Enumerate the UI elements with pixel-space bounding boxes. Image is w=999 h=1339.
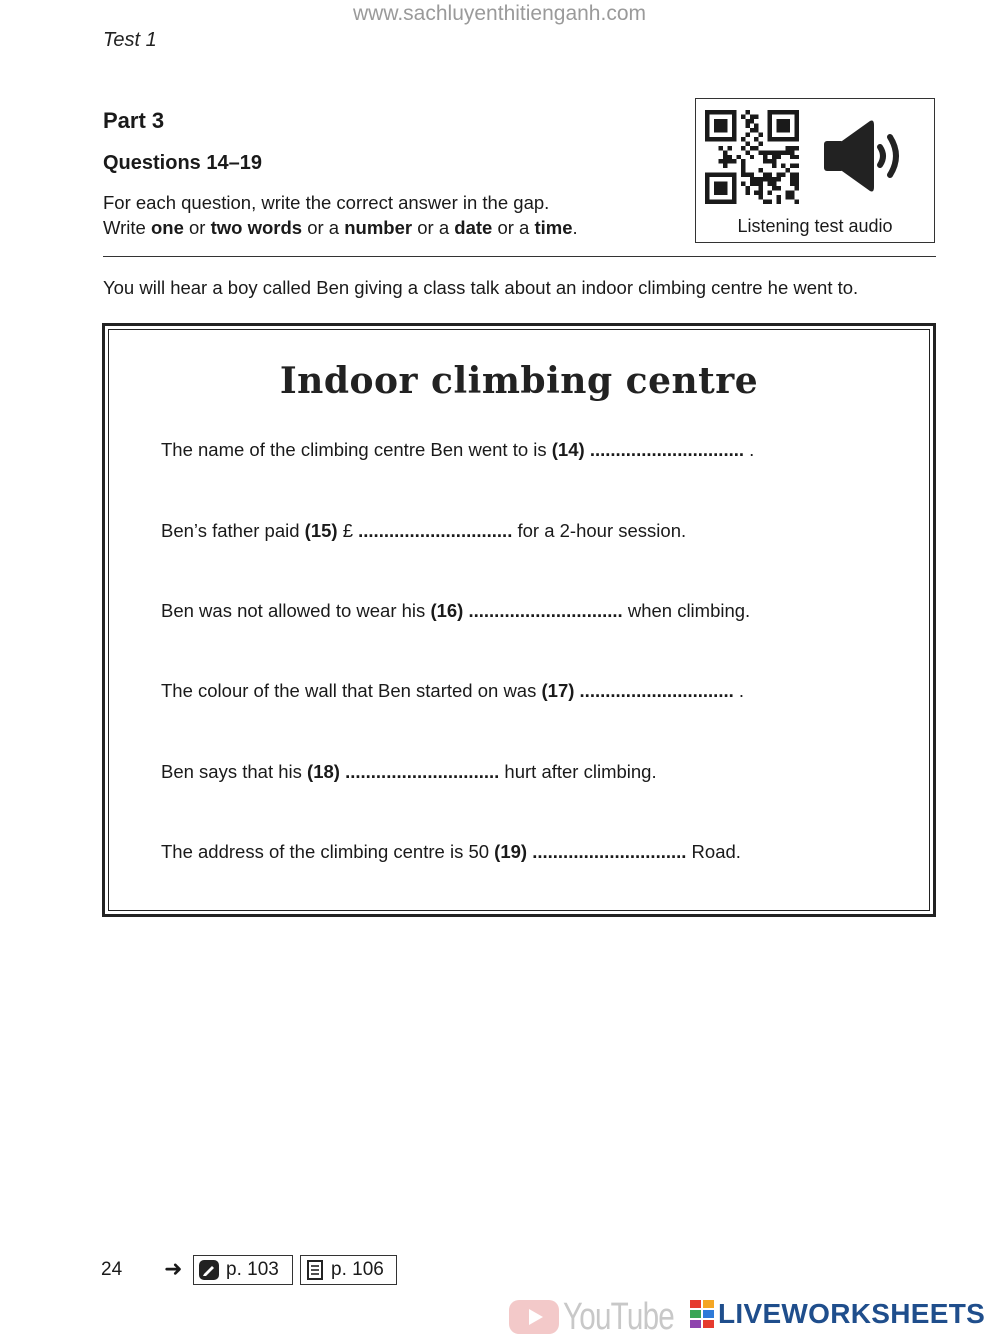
question-17 xyxy=(161,680,744,702)
question-text: Ben says that his xyxy=(161,761,308,782)
question-text-after: for a 2-hour session. xyxy=(512,520,687,541)
liveworksheets-logo[interactable] xyxy=(690,1298,985,1330)
instruction-line-2 xyxy=(103,217,578,239)
script-page-ref[interactable] xyxy=(300,1255,397,1285)
question-number: (14) xyxy=(551,439,585,460)
question-number: (19) xyxy=(494,841,528,862)
question-text: Ben was not allowed to wear his xyxy=(161,600,431,621)
liveworksheets-wordmark: LIVEWORKSHEETS xyxy=(718,1298,986,1329)
answer-gap-15[interactable]: .............................. xyxy=(358,520,513,541)
arrow-right-icon: ➜ xyxy=(164,1256,183,1281)
question-text-after: when climbing. xyxy=(622,600,751,621)
question-text-after: hurt after climbing. xyxy=(499,761,657,782)
question-number: (16) xyxy=(430,600,464,621)
question-number: (17) xyxy=(541,680,575,701)
speaker-icon[interactable] xyxy=(824,117,908,195)
question-text: The name of the climbing centre Ben went to is xyxy=(161,439,552,460)
answer-gap-17[interactable]: .............................. xyxy=(579,680,734,701)
question-text: The colour of the wall that Ben started on was xyxy=(161,680,542,701)
youtube-wordmark: YouTube xyxy=(563,1295,675,1338)
question-14 xyxy=(161,439,754,461)
question-text-after: . xyxy=(744,439,755,460)
youtube-play-icon xyxy=(509,1298,559,1336)
instr-bold: number xyxy=(344,217,413,238)
answer-gap-14[interactable]: .............................. xyxy=(589,439,745,460)
instruction-line-1: For each question, write the correct answer in the gap. xyxy=(103,192,550,213)
script-page-label: p. 106 xyxy=(331,1259,384,1280)
liveworksheets-squares-icon xyxy=(690,1299,714,1329)
instr-text: or a xyxy=(492,217,535,238)
instr-bold: two words xyxy=(210,217,303,238)
youtube-logo[interactable] xyxy=(509,1296,705,1338)
answer-key-icon xyxy=(198,1259,220,1281)
page-number: 24 xyxy=(101,1259,123,1280)
instr-bold: time xyxy=(534,217,573,238)
site-watermark: www.sachluyenthitienganh.com xyxy=(353,2,646,25)
instr-text: or a xyxy=(302,217,345,238)
audio-caption: Listening test audio xyxy=(737,216,893,236)
question-number: (15) xyxy=(304,520,338,541)
listening-audio-box[interactable] xyxy=(695,98,935,243)
notes-title: Indoor climbing centre xyxy=(279,360,759,402)
answers-page-ref[interactable] xyxy=(193,1255,293,1285)
instr-text: . xyxy=(572,217,578,238)
instr-bold: one xyxy=(150,217,184,238)
test-label: Test 1 xyxy=(103,29,157,51)
question-15 xyxy=(161,520,686,542)
part-title: Part 3 xyxy=(103,108,165,133)
question-18 xyxy=(161,761,657,783)
answers-page-label: p. 103 xyxy=(226,1259,279,1280)
answer-gap-18[interactable]: .............................. xyxy=(345,761,500,782)
question-text-after: . xyxy=(733,680,745,701)
question-19 xyxy=(161,841,741,863)
instr-text: or a xyxy=(412,217,455,238)
instr-text: or xyxy=(183,217,211,238)
question-text: Ben’s father paid xyxy=(161,520,305,541)
currency-prefix: £ xyxy=(337,520,359,541)
question-16 xyxy=(161,600,750,622)
question-number: (18) xyxy=(307,761,340,782)
instr-bold: date xyxy=(454,217,493,238)
instr-text: Write xyxy=(103,217,151,238)
section-divider xyxy=(103,256,936,257)
task-intro: You will hear a boy called Ben giving a class talk about an indoor climbing centre he went to. xyxy=(103,277,859,298)
question-text-after: Road. xyxy=(686,841,741,862)
answer-gap-16[interactable]: .............................. xyxy=(468,600,623,621)
question-text: The address of the climbing centre is 50 xyxy=(161,841,495,862)
qr-code-icon[interactable] xyxy=(705,110,799,204)
script-document-icon xyxy=(305,1259,325,1281)
questions-title: Questions 14–19 xyxy=(103,152,262,174)
answer-gap-19[interactable]: .............................. xyxy=(532,841,687,862)
